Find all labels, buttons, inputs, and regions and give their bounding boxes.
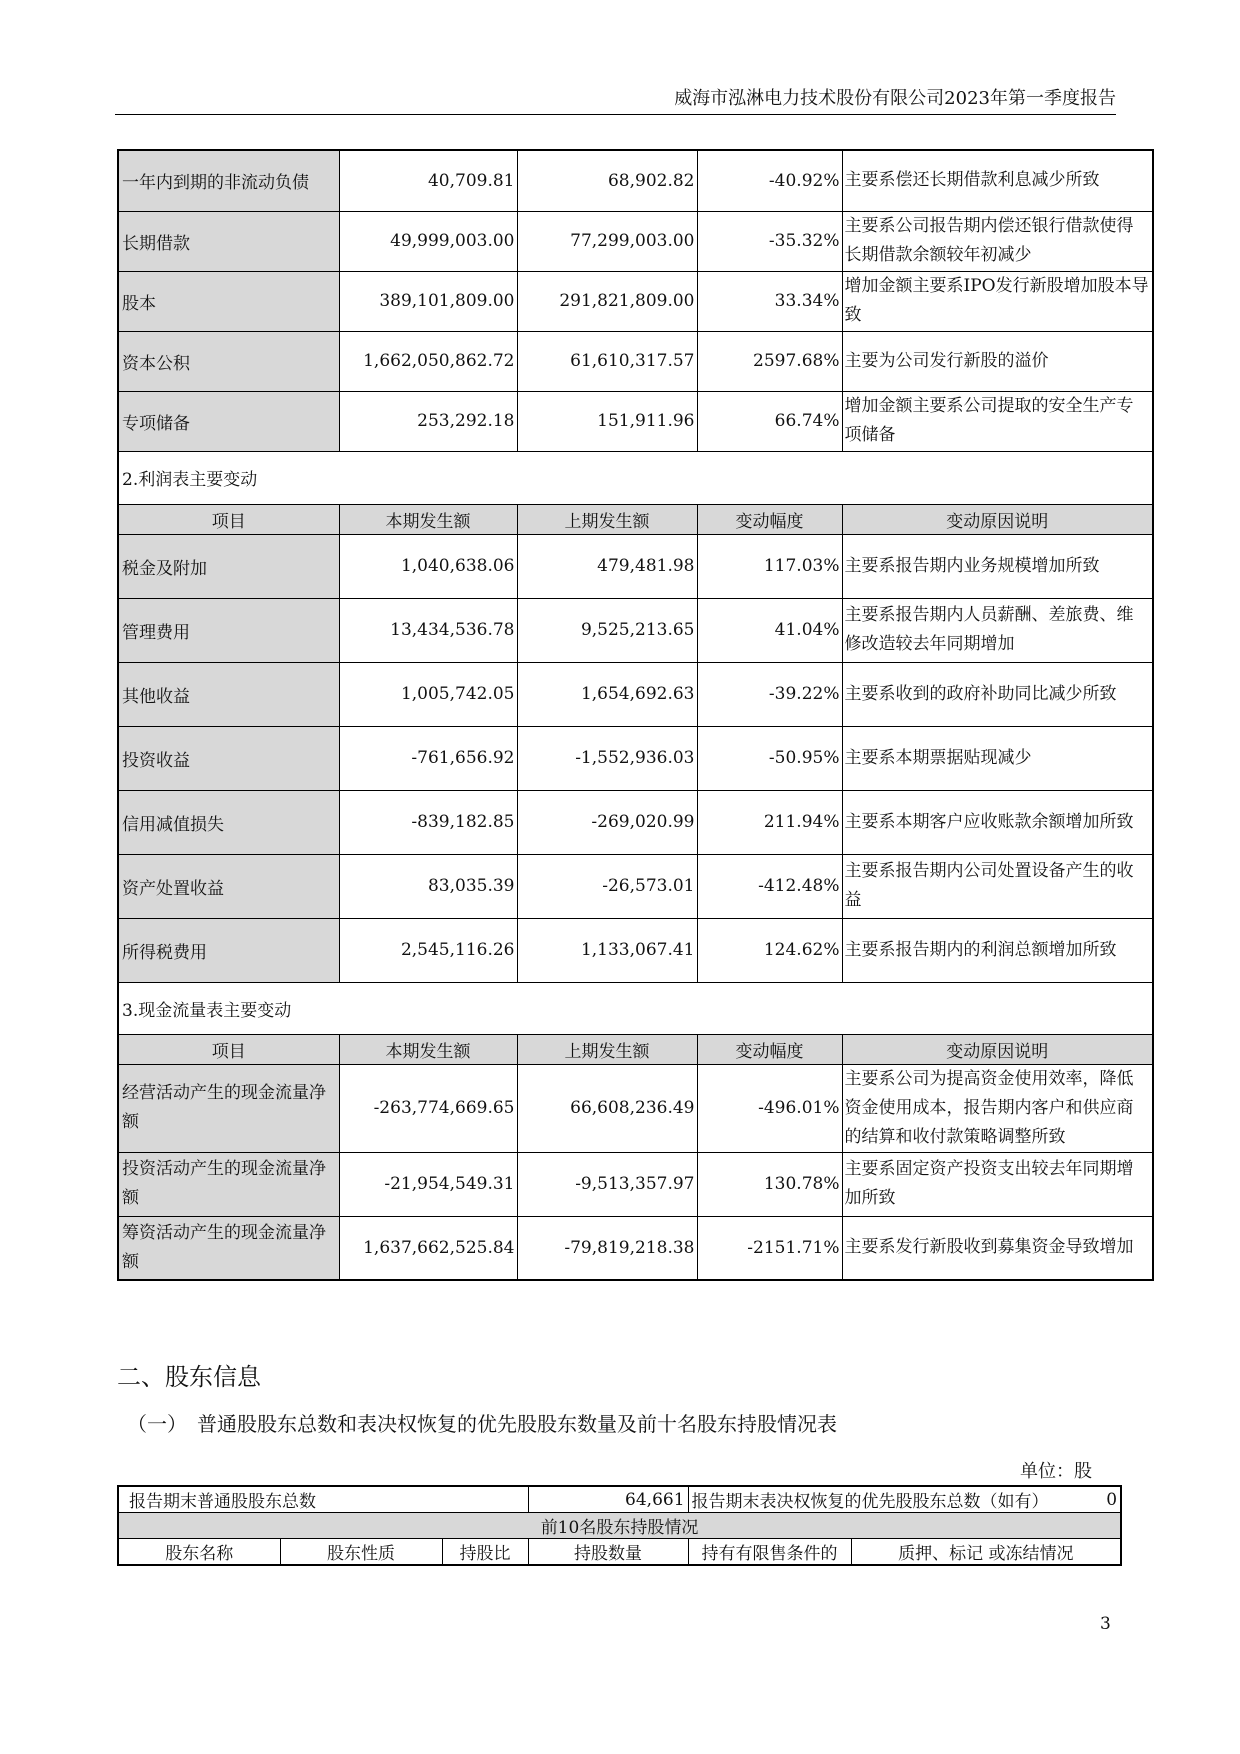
header-row [118,1539,1121,1566]
preferred-shareholders-value: 0 [851,1486,1121,1513]
row-current: 2,545,116.26 [339,918,517,982]
row-change: 130.78% [697,1152,842,1216]
table-row [118,1216,1153,1280]
table-row [118,598,1153,662]
row-reason: 主要为公司发行新股的溢价 [842,331,1153,391]
row-item: 税金及附加 [118,534,339,598]
row-previous: 1,654,692.63 [517,662,697,726]
row-previous: 291,821,809.00 [517,271,697,331]
row-current: 83,035.39 [339,854,517,918]
col-header-change: 变动幅度 [697,504,842,534]
table-row [118,331,1153,391]
table-row [118,1152,1153,1216]
col-header-change: 变动幅度 [697,1034,842,1064]
total-shareholders-value: 64,661 [528,1486,688,1513]
col-header-restricted: 持有有限售条件的 [688,1539,851,1566]
total-shareholders-label: 报告期末普通股股东总数 [118,1486,528,1513]
row-reason: 主要系固定资产投资支出较去年同期增加所致 [842,1152,1153,1216]
row-previous: -9,513,357.97 [517,1152,697,1216]
row-change: 33.34% [697,271,842,331]
row-previous: 66,608,236.49 [517,1064,697,1152]
table-row [118,1513,1121,1539]
row-change: 66.74% [697,391,842,451]
row-item: 管理费用 [118,598,339,662]
row-item: 筹资活动产生的现金流量净额 [118,1216,339,1280]
row-current: 389,101,809.00 [339,271,517,331]
unit-label: 单位：股 [1020,1461,1092,1482]
shareholders-table [117,1485,1122,1566]
section-row [118,451,1153,504]
table-row [118,534,1153,598]
report-title: 威海市泓淋电力技术股份有限公司2023年第一季度报告 [674,88,1116,109]
row-change: 211.94% [697,790,842,854]
row-change: 41.04% [697,598,842,662]
row-item: 信用减值损失 [118,790,339,854]
row-current: 1,662,050,862.72 [339,331,517,391]
table-row [118,271,1153,331]
col-header-nature: 股东性质 [280,1539,442,1566]
row-current: 253,292.18 [339,391,517,451]
row-item: 专项储备 [118,391,339,451]
table-row [118,726,1153,790]
row-change: 124.62% [697,918,842,982]
col-header-item: 项目 [118,504,339,534]
table-row [118,1486,1121,1513]
row-previous: -26,573.01 [517,854,697,918]
income-section-title: 2.利润表主要变动 [118,451,1153,504]
row-previous: 1,133,067.41 [517,918,697,982]
row-item: 长期借款 [118,211,339,271]
row-previous: 77,299,003.00 [517,211,697,271]
row-current: -263,774,669.65 [339,1064,517,1152]
row-current: 40,709.81 [339,150,517,211]
preferred-shareholders-label: 报告期末表决权恢复的优先股股东总数（如有） [688,1486,851,1513]
header-row [118,1034,1153,1064]
row-reason: 主要系报告期内的利润总额增加所致 [842,918,1153,982]
table-row [118,854,1153,918]
row-change: 2597.68% [697,331,842,391]
row-reason: 主要系本期客户应收账款余额增加所致 [842,790,1153,854]
row-change: -39.22% [697,662,842,726]
row-previous: 151,911.96 [517,391,697,451]
row-item: 投资活动产生的现金流量净额 [118,1152,339,1216]
row-previous: 479,481.98 [517,534,697,598]
row-current: 1,637,662,525.84 [339,1216,517,1280]
row-change: -2151.71% [697,1216,842,1280]
row-current: 13,434,536.78 [339,598,517,662]
col-header-previous: 上期发生额 [517,1034,697,1064]
section-title: 二、股东信息 [117,1363,261,1391]
table-row [118,790,1153,854]
row-change: -50.95% [697,726,842,790]
row-item: 资本公积 [118,331,339,391]
row-current: -839,182.85 [339,790,517,854]
changes-table [117,149,1154,1281]
header-row [118,504,1153,534]
row-previous: 68,902.82 [517,150,697,211]
row-reason: 主要系偿还长期借款利息减少所致 [842,150,1153,211]
row-change: -496.01% [697,1064,842,1152]
row-item: 一年内到期的非流动负债 [118,150,339,211]
row-previous: 9,525,213.65 [517,598,697,662]
row-item: 资产处置收益 [118,854,339,918]
row-reason: 主要系报告期内公司处置设备产生的收益 [842,854,1153,918]
page-header [115,84,1116,115]
row-previous: -79,819,218.38 [517,1216,697,1280]
row-change: -412.48% [697,854,842,918]
section-subtitle: （一） 普通股股东总数和表决权恢复的优先股股东数量及前十名股东持股情况表 [127,1412,837,1436]
row-previous: 61,610,317.57 [517,331,697,391]
row-item: 其他收益 [118,662,339,726]
row-item: 股本 [118,271,339,331]
table-row [118,391,1153,451]
page-number: 3 [1100,1614,1111,1634]
table-row [118,150,1153,211]
row-previous: -1,552,936.03 [517,726,697,790]
col-header-previous: 上期发生额 [517,504,697,534]
row-reason: 增加金额主要系公司提取的安全生产专项储备 [842,391,1153,451]
row-current: 1,040,638.06 [339,534,517,598]
table-row [118,1064,1153,1152]
row-item: 经营活动产生的现金流量净额 [118,1064,339,1152]
row-reason: 增加金额主要系IPO发行新股增加股本导致 [842,271,1153,331]
col-header-reason: 变动原因说明 [842,504,1153,534]
row-reason: 主要系发行新股收到募集资金导致增加 [842,1216,1153,1280]
col-header-current: 本期发生额 [339,504,517,534]
col-header-name: 股东名称 [118,1539,280,1566]
row-change: -35.32% [697,211,842,271]
table-row [118,662,1153,726]
col-header-item: 项目 [118,1034,339,1064]
row-current: -21,954,549.31 [339,1152,517,1216]
row-reason: 主要系报告期内人员薪酬、差旅费、维修改造较去年同期增加 [842,598,1153,662]
top10-heading: 前10名股东持股情况 [118,1513,1121,1539]
col-header-pledge: 质押、标记 或冻结情况 [851,1539,1121,1566]
row-reason: 主要系报告期内业务规模增加所致 [842,534,1153,598]
col-header-current: 本期发生额 [339,1034,517,1064]
row-change: 117.03% [697,534,842,598]
table-row [118,918,1153,982]
section-row [118,982,1153,1034]
row-reason: 主要系收到的政府补助同比减少所致 [842,662,1153,726]
row-reason: 主要系公司报告期内偿还银行借款使得长期借款余额较年初减少 [842,211,1153,271]
col-header-ratio: 持股比 [442,1539,528,1566]
col-header-reason: 变动原因说明 [842,1034,1153,1064]
row-reason: 主要系本期票据贴现减少 [842,726,1153,790]
row-item: 投资收益 [118,726,339,790]
table-row [118,211,1153,271]
cashflow-section-title: 3.现金流量表主要变动 [118,982,1153,1034]
row-change: -40.92% [697,150,842,211]
row-current: 1,005,742.05 [339,662,517,726]
row-item: 所得税费用 [118,918,339,982]
row-current: 49,999,003.00 [339,211,517,271]
col-header-quantity: 持股数量 [528,1539,688,1566]
row-current: -761,656.92 [339,726,517,790]
row-reason: 主要系公司为提高资金使用效率，降低资金使用成本，报告期内客户和供应商的结算和收付款策略调整所致 [842,1064,1153,1152]
row-previous: -269,020.99 [517,790,697,854]
